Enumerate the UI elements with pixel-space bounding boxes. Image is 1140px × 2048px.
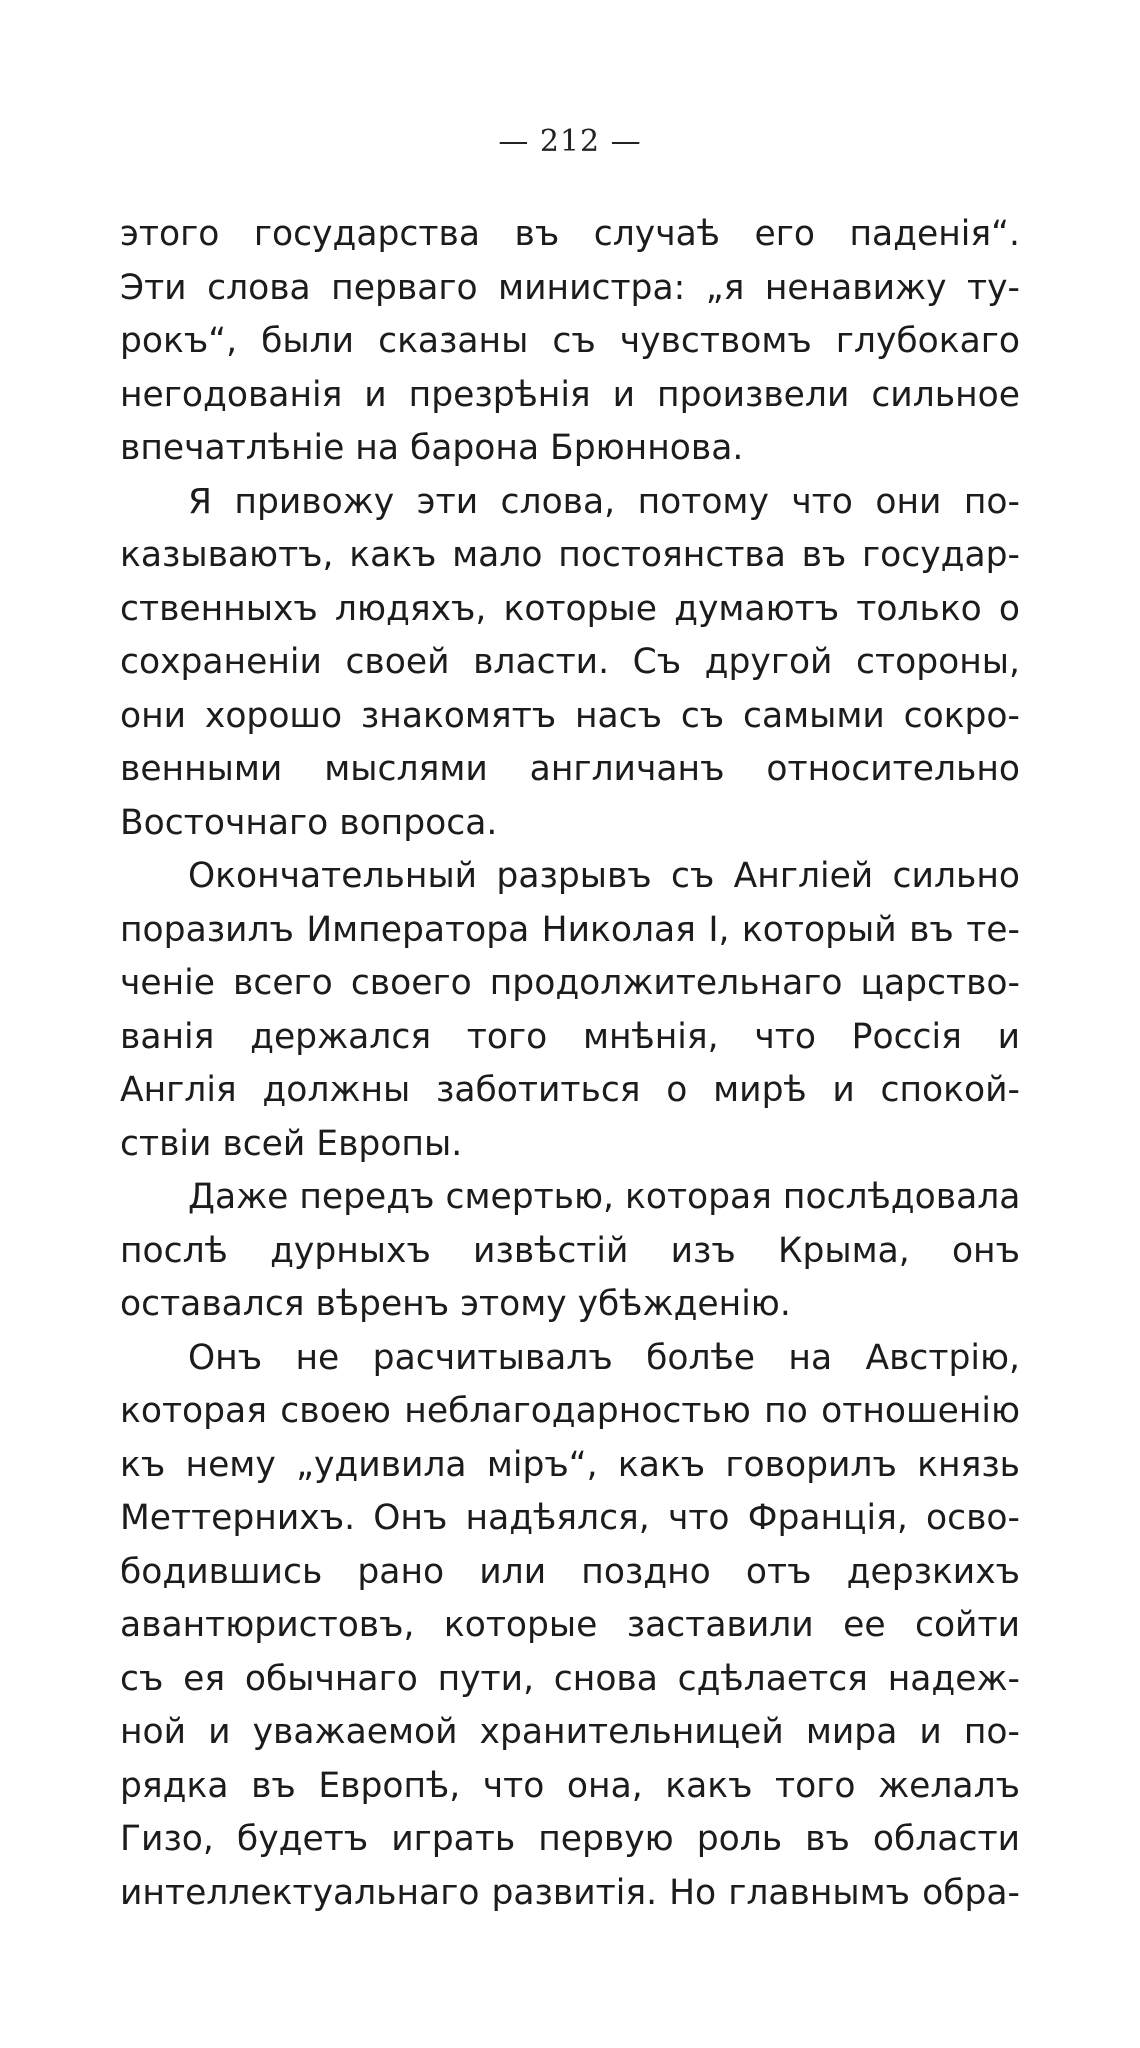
text-line: Онъ не расчитывалъ болѣе на Австрію,	[188, 1337, 1020, 1378]
text-line: рядка въ Европѣ, что она, какъ того желалъ	[120, 1765, 1020, 1806]
text-line: оставался вѣренъ этому убѣжденію.	[120, 1284, 791, 1324]
text-line: Я привожу эти слова, потому что они по-	[188, 481, 1020, 522]
text-line: этого государства въ случаѣ его паденія“.	[120, 214, 1020, 254]
text-line: ной и уважаемой хранительницей мира и по-	[120, 1712, 1020, 1752]
text-line: венными мыслями англичанъ относительно	[120, 749, 1020, 789]
page-number: — 212 —	[498, 124, 642, 159]
text-line: Эти слова перваго министра: „я ненавижу ту-	[120, 267, 1020, 308]
text-line: которая своею неблагодарностью по отношенію	[120, 1391, 1020, 1431]
text-line: сохраненіи своей власти. Съ другой стороны,	[120, 642, 1020, 682]
text-line: впечатлѣніе на барона Брюннова.	[120, 428, 744, 468]
text-line: съ ея обычнаго пути, снова сдѣлается надеж-	[120, 1658, 1020, 1699]
text-line: бодившись рано или поздно отъ дерзкихъ	[120, 1551, 1020, 1592]
text-line: Меттернихъ. Онъ надѣялся, что Франція, осво-	[120, 1498, 1020, 1538]
text-line: казываютъ, какъ мало постоянства въ государ-	[120, 535, 1020, 575]
text-line: ченіе всего своего продолжительнаго царство-	[120, 963, 1020, 1003]
text-line: Даже передъ смертью, которая послѣдовала	[188, 1177, 1021, 1217]
text-line: рокъ“, были сказаны съ чувствомъ глубокаго	[120, 321, 1020, 361]
page-text-body	[120, 208, 1020, 1920]
text-line: Англія должны заботиться о мирѣ и спокой-	[120, 1070, 1020, 1110]
text-line: ванія держался того мнѣнія, что Россія и	[120, 1016, 1020, 1057]
text-line: къ нему „удивила міръ“, какъ говорилъ князь	[120, 1444, 1020, 1485]
text-line: Окончательный разрывъ съ Англіей сильно	[188, 856, 1020, 896]
text-line: Гизо, будетъ играть первую роль въ области	[120, 1819, 1020, 1859]
text-line: они хорошо знакомятъ насъ съ самыми сокро-	[120, 695, 1020, 736]
text-line: негодованія и презрѣнія и произвели сильное	[120, 374, 1020, 415]
text-line: послѣ дурныхъ извѣстій изъ Крыма, онъ	[120, 1230, 1020, 1271]
text-line: Восточнаго вопроса.	[120, 802, 498, 843]
text-line: интеллектуальнаго развитія. Но главнымъ обра-	[120, 1872, 1020, 1913]
text-line: ствіи всей Европы.	[120, 1123, 463, 1164]
text-line: авантюристовъ, которые заставили ее сойти	[120, 1605, 1020, 1645]
text-line: ственныхъ людяхъ, которые думаютъ только о	[120, 588, 1020, 629]
text-line: поразилъ Императора Николая I, который въ те-	[120, 909, 1020, 950]
